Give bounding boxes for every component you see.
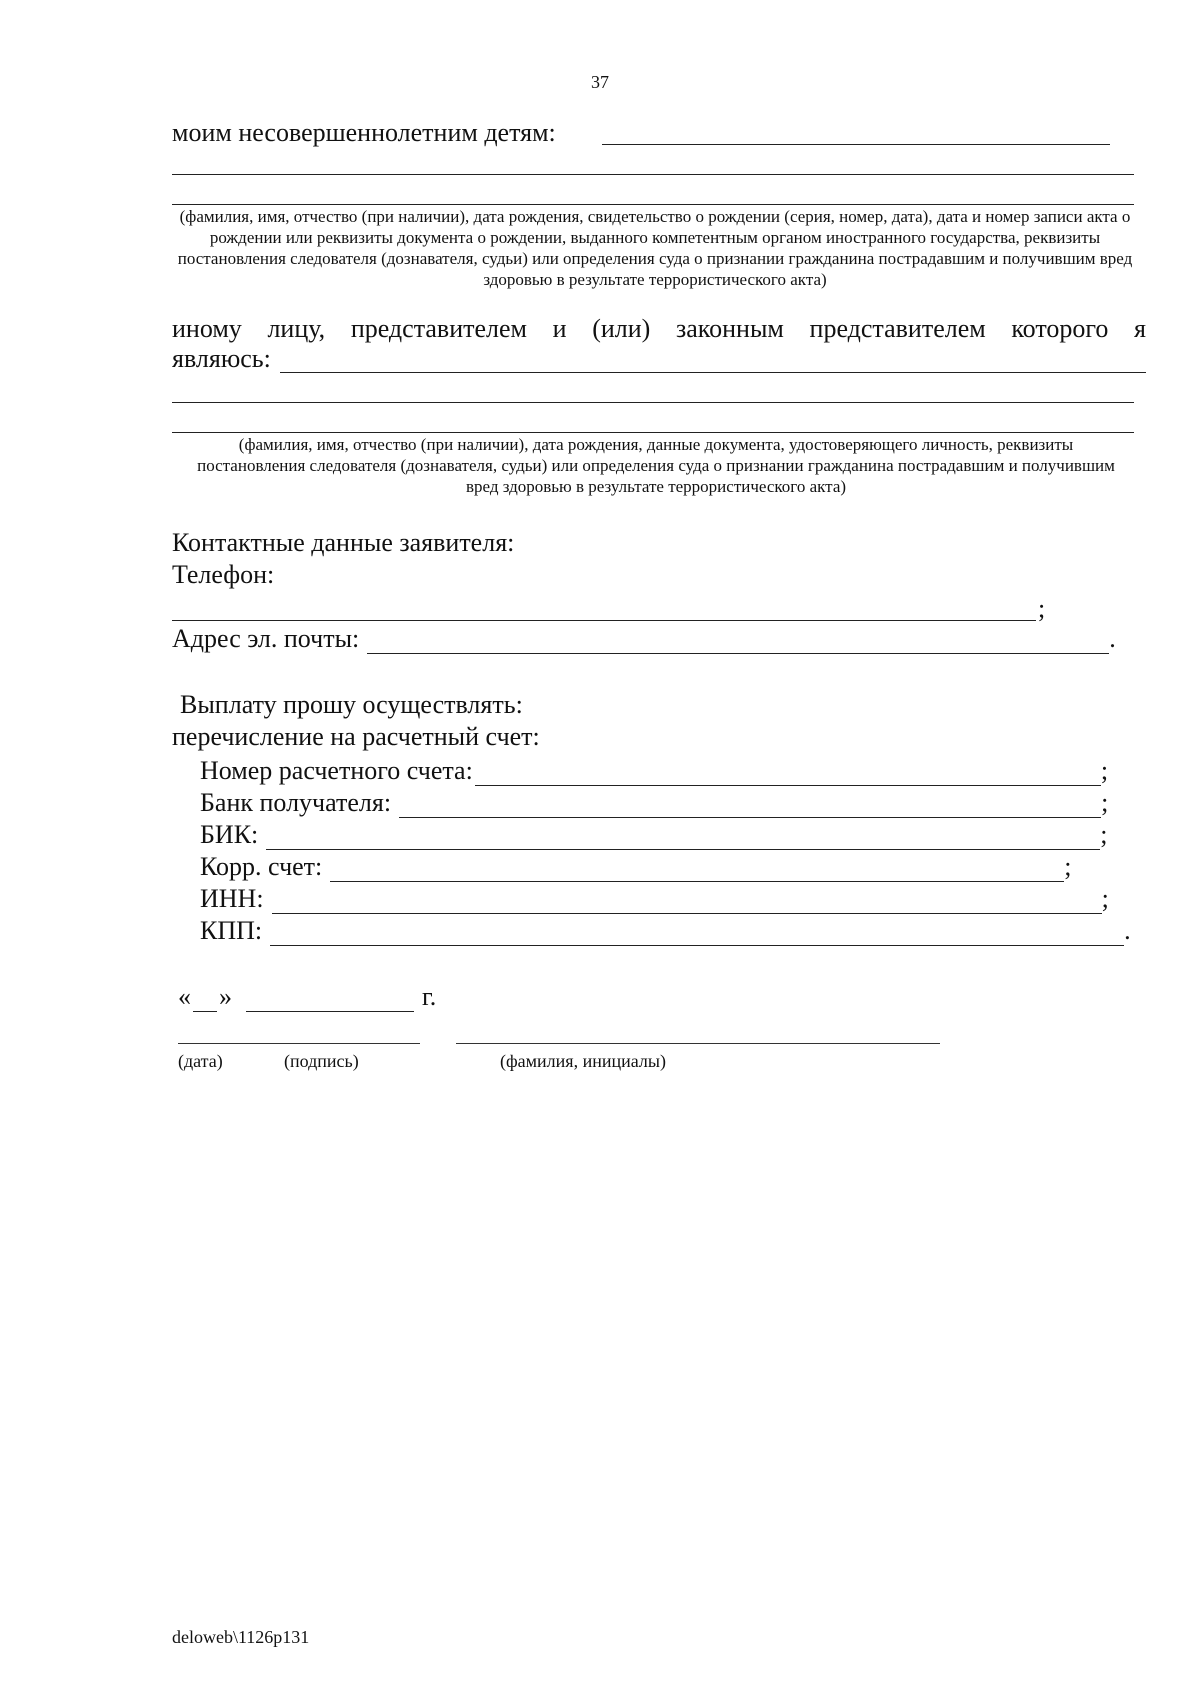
date-signature-line[interactable]	[178, 1043, 420, 1044]
inn-input-line[interactable]	[272, 889, 1102, 914]
account-number-row	[200, 756, 1108, 786]
other-person-caption: (фамилия, имя, отчество (при наличии), дата рождения, данные документа, удостоверяющего личность, реквизиты постановления следователя (дознавателя, судьи) или определения суда о признании гражданина пострадавшим и получившим вред здоровью в результате террористического акта)	[197, 435, 1115, 496]
email-input-line[interactable]	[367, 629, 1109, 654]
bank-label: Банк получателя:	[200, 788, 392, 817]
bank-end-mark: ;	[1101, 788, 1109, 817]
account-number-label: Номер расчетного счета:	[200, 756, 473, 785]
inn-label: ИНН:	[200, 884, 264, 913]
corr-account-label: Корр. счет:	[200, 852, 323, 881]
inn-row	[200, 884, 1109, 914]
date-open-quote: «	[178, 982, 191, 1011]
year-suffix: г.	[422, 982, 437, 1011]
children-input-line-3[interactable]	[172, 204, 1134, 205]
other-person-input-line-2[interactable]	[172, 402, 1134, 403]
bik-end-mark: ;	[1100, 820, 1108, 849]
email-end-mark: .	[1109, 624, 1116, 653]
phone-end-mark: ;	[1038, 594, 1046, 623]
doc-code: deloweb\1126p131	[172, 1627, 310, 1647]
date-close-quote: »	[219, 982, 232, 1011]
email-label: Адрес эл. почты:	[172, 624, 360, 653]
kpp-input-line[interactable]	[270, 921, 1124, 946]
day-input-line[interactable]	[193, 987, 217, 1012]
bik-input-line[interactable]	[266, 825, 1100, 850]
corr-account-end-mark: ;	[1064, 852, 1072, 881]
children-input-line-1[interactable]	[602, 144, 1110, 145]
corr-account-row	[200, 852, 1072, 882]
other-person-line-1: иному лицу, представителем и (или) законным представителем которого я	[172, 314, 1146, 343]
payment-method: перечисление на расчетный счет:	[172, 722, 540, 751]
children-input-line-2[interactable]	[172, 174, 1134, 175]
other-person-line-2: являюсь:	[172, 344, 271, 373]
bank-row	[200, 788, 1108, 818]
corr-account-input-line[interactable]	[330, 857, 1064, 882]
account-number-end-mark: ;	[1100, 756, 1109, 785]
children-caption: (фамилия, имя, отчество (при наличии), дата рождения, свидетельство о рождении (серия, номер, дата), дата и номер записи акта о рождении или реквизиты документа о рождении, выданного компетентным органом иностранного государства, реквизиты постановления следователя (дознавателя, судьи) или определения суда о признании гражданина пострадавшим и получившим вред здоровью в результате террористического акта)	[177, 207, 1133, 289]
other-person-input-line-3[interactable]	[172, 432, 1134, 433]
inn-end-mark: ;	[1101, 884, 1109, 913]
phone-input-line[interactable]	[172, 620, 1036, 621]
name-line[interactable]	[456, 1043, 940, 1044]
kpp-label: КПП:	[200, 916, 263, 945]
bik-row	[200, 820, 1108, 850]
bik-label: БИК:	[200, 820, 259, 849]
children-label: моим несовершеннолетним детям:	[172, 118, 556, 147]
caption-name: (фамилия, инициалы)	[500, 1051, 666, 1071]
phone-label: Телефон:	[172, 560, 275, 589]
date-row	[178, 982, 436, 1012]
bank-input-line[interactable]	[399, 793, 1101, 818]
kpp-end-mark: .	[1124, 916, 1131, 945]
account-number-input-line[interactable]	[475, 761, 1101, 786]
contacts-heading: Контактные данные заявителя:	[172, 528, 515, 557]
month-input-line[interactable]	[246, 987, 414, 1012]
payment-heading: Выплату прошу осуществлять:	[180, 690, 523, 719]
email-row	[172, 624, 1116, 654]
caption-signature: (подпись)	[284, 1051, 359, 1071]
kpp-row	[200, 916, 1131, 946]
caption-date: (дата)	[178, 1051, 223, 1071]
page-number: 37	[591, 72, 609, 92]
other-person-input-line-1[interactable]	[280, 372, 1146, 373]
